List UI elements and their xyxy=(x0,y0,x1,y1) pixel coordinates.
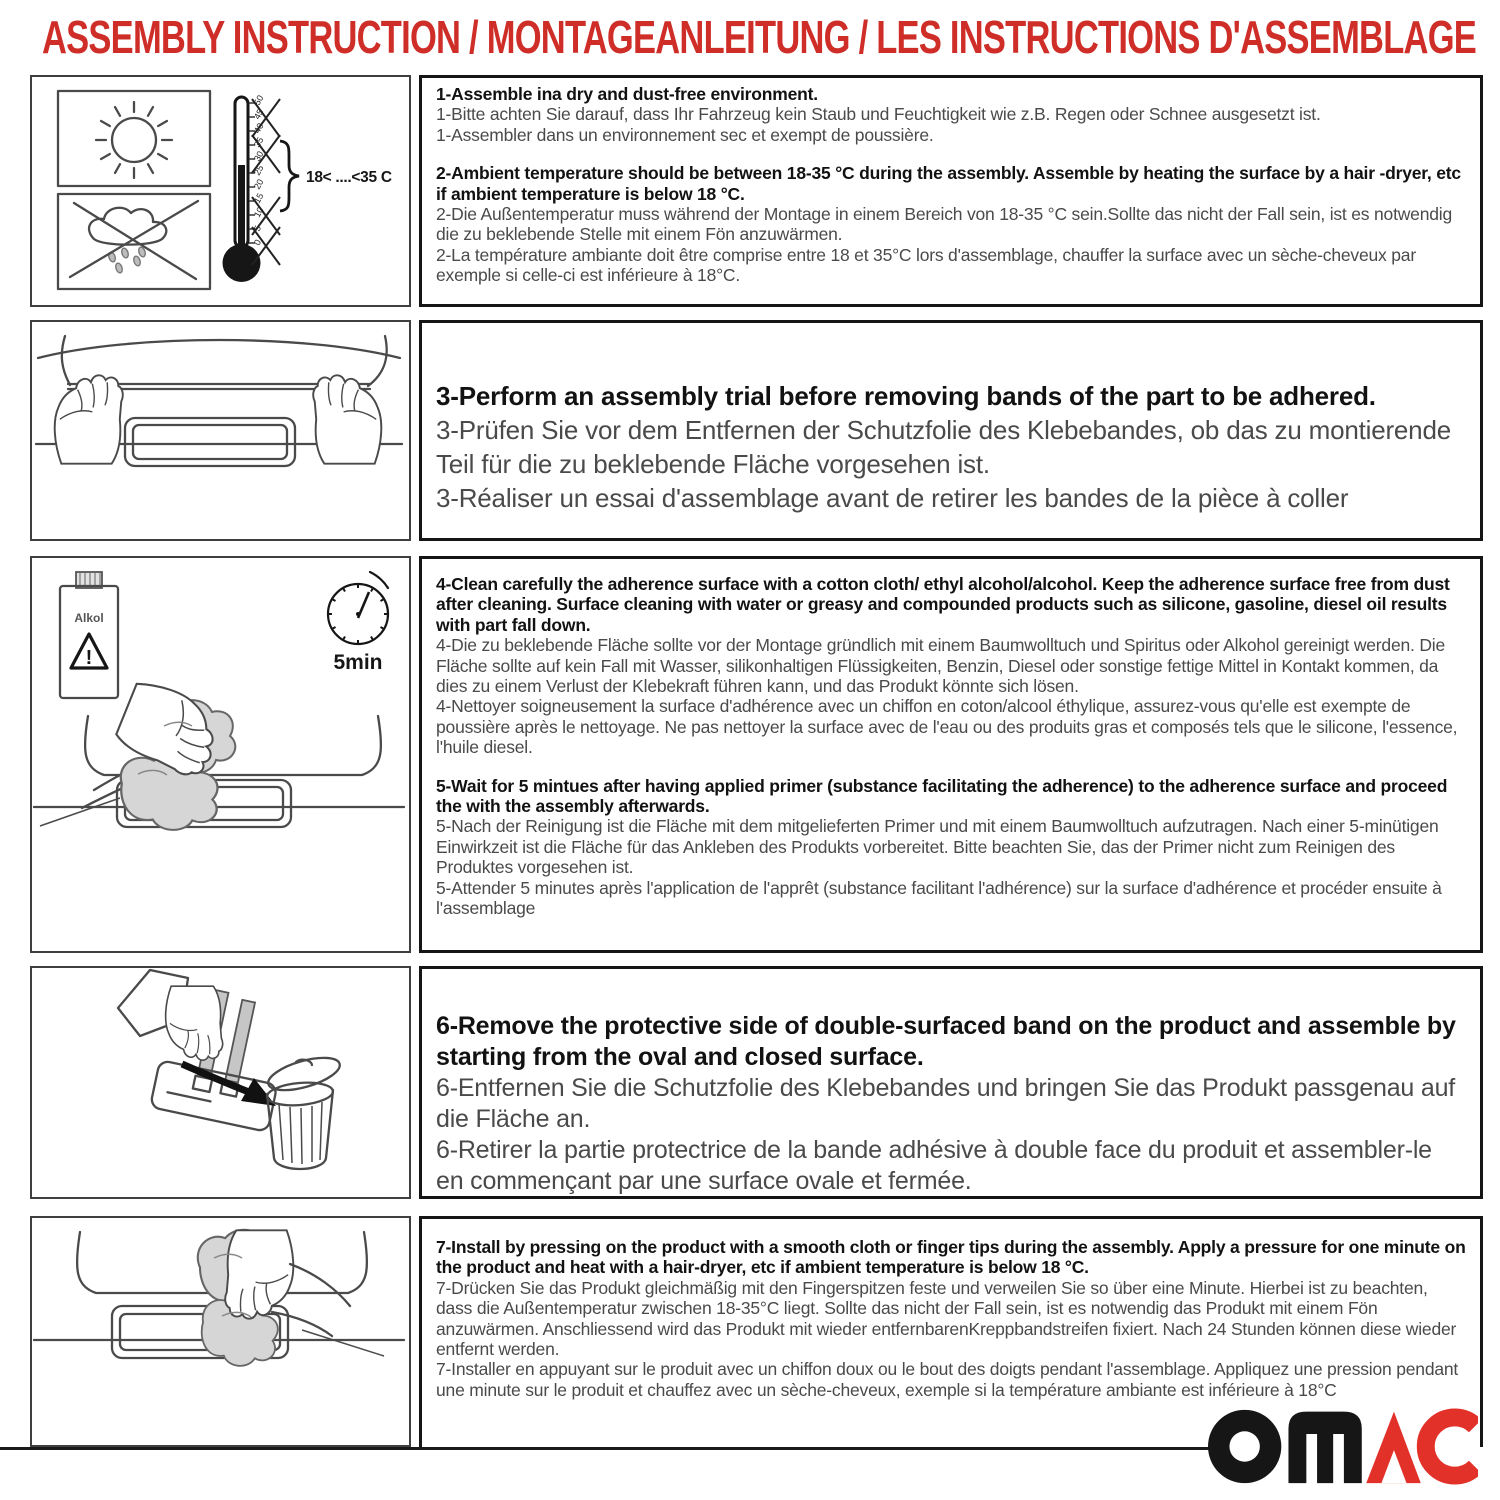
svg-text:5: 5 xyxy=(251,223,264,233)
range-brace xyxy=(280,141,299,211)
signature-line xyxy=(0,1447,1216,1450)
svg-text:50: 50 xyxy=(251,93,266,107)
thermometer-icon xyxy=(223,93,392,282)
instruction-text: 7-Drücken Sie das Produkt gleichmäßig mit den Fingerspitzen feste und verweilen Sie so über eine Minute. Hierbei ist zu beachten, dass die Außentemperatur zwischen 18-35°C liegt. Sollte das nicht der Fall sein, ist es notwendig das Produkt mit einem Fön anzuwärmen. Anschliessend wird das Produkt mit wieder entfernbarenKreppbandstreifen fixiert. Nach 24 Stunden können diese wieder entfernt werden. xyxy=(436,1277,1457,1360)
environment-illustration xyxy=(32,77,406,303)
svg-text:!: ! xyxy=(85,647,93,669)
svg-text:45: 45 xyxy=(251,107,266,121)
instruction-text: 6-Retirer la partie protectrice de la bande adhésive à double face du produit et assembler-le en commençant par une surface ovale et fermée. xyxy=(436,1136,1432,1195)
instruction-text: 2-Die Außentemperatur muss während der Montage in einem Bereich von 18-35 °C sein.Sollte das nicht der Fall sein, ist es notwendig die zu beklebende Stelle mit einem Fön anzuwärmen. xyxy=(436,204,1452,245)
instruction-text: 4-Nettoyer soigneusement la surface d'adhérence avec un chiffon en coton/alcool éthylique, assurez-vous qu'elle est exempte de poussière après le nettoyage. Ne pas nettoyer la surface avec de l'eau ou des produits gras et composés tels que le silicone, l'essence, l'huile diesel. xyxy=(436,696,1458,758)
svg-text:35: 35 xyxy=(251,135,266,149)
instruction-text: 3-Perform an assembly trial before removing bands of the part to be adhered. xyxy=(436,381,1376,411)
omac-logo-graphic xyxy=(1208,1400,1478,1493)
band-stretch-illustration xyxy=(32,322,406,537)
illustration-assembly-trial xyxy=(30,320,411,541)
instruction-text: 4-Die zu beklebende Fläche sollte vor der Montage gründlich mit einem Baumwolltuch und Spiritus oder Alkohol gereinigt werden. Die Fläche sollte auf kein Fall mit Wasser, silikonhaltigen Flüssigkeiten, Benzin, Diesel oder sonstige fettige Mittel in Kontakt kommen, da dies zu einem Verlust der Klebekraft führen kann, und das Produkt könnte sich lösen. xyxy=(436,635,1446,697)
instruction-text: 2-La température ambiante doit être comprise entre 18 et 35°C lors d'assemblage, chauffer la surface avec un sèche-cheveux par exemple si celle-ci est inférieure à 18°C. xyxy=(436,244,1416,286)
warning-triangle-icon xyxy=(71,634,107,669)
instruction-text: 1-Bitte achten Sie darauf, dass Ihr Fahrzeug kein Staub und Feuchtigkeit wie z.B. Regen oder Schnee ausgesetzt ist. xyxy=(436,104,1321,125)
instruction-text: 1-Assembler dans un environnement sec et exempt de poussière. xyxy=(436,124,934,145)
instruction-text: 5-Wait for 5 mintues after having applied primer (substance facilitating the adherence) to the adherence surface and proceed the with the assembly afterwards. xyxy=(436,775,1448,817)
illustration-press-install xyxy=(30,1216,411,1447)
page-title: ASSEMBLY INSTRUCTION / MONTAGEANLEITUNG / LES INSTRUCTIONS D'ASSEMBLAGE xyxy=(42,11,1477,63)
clock-duration-label: 5min xyxy=(333,651,383,674)
svg-text:20: 20 xyxy=(251,177,266,191)
svg-text:15: 15 xyxy=(251,191,266,205)
cleaning-illustration xyxy=(32,558,406,948)
press-hand-icon xyxy=(193,1230,384,1374)
peel-bands-illustration xyxy=(32,968,406,1195)
instructions-step-6 xyxy=(419,966,1483,1199)
instruction-text: 6-Remove the protective side of double-surfaced band on the product and assemble by starting from the oval and closed surface. xyxy=(436,1012,1456,1071)
instruction-text: 5-Nach der Reinigung ist die Fläche mit dem mitgelieferten Primer und mit einem Baumwolltuch aufzutragen. Nach einer 5-minütigen Einwirkzeit ist die Fläche für das Ankleben des Produkts vorbereitet. Bitte beachten Sie, das der Primer nicht zum Reinigen des Produktes vorgesehen ist. xyxy=(436,816,1439,878)
wipe-hand-icon xyxy=(40,677,235,837)
instruction-text: 6-Entfernen Sie die Schutzfolie des Klebebandes und bringen Sie das Produkt passgenau auf die Fläche an. xyxy=(436,1074,1456,1133)
clock-icon xyxy=(328,572,388,674)
svg-text:30: 30 xyxy=(251,149,266,163)
instruction-text: 3-Réaliser un essai d'assemblage avant de retirer les bandes de la pièce à coller xyxy=(436,483,1349,513)
instructions-step-4-5 xyxy=(419,556,1483,953)
peel-hand-icon xyxy=(118,970,223,1060)
instruction-text: 1-Assemble ina dry and dust-free environment. xyxy=(436,84,818,104)
illustration-remove-band xyxy=(30,966,411,1199)
svg-text:10: 10 xyxy=(251,205,266,219)
instructions-step-1-2 xyxy=(419,75,1483,307)
trash-can-icon xyxy=(265,1051,343,1169)
svg-text:40: 40 xyxy=(251,121,266,135)
pressing-illustration xyxy=(32,1218,406,1443)
sun-icon xyxy=(58,91,210,186)
svg-text:25: 25 xyxy=(251,163,266,177)
instruction-text: 7-Installer en appuyant sur le produit avec un chiffon doux ou le bout des doigts pendant l'assemblage. Appliquez une pression pendant une minute sur le produit et chauffez avec un sèche-cheveux, exemple si la température ambiante est inférieure à 18°C xyxy=(436,1359,1459,1400)
bottle-label: Alkol xyxy=(74,611,104,625)
left-hand-icon xyxy=(55,375,123,463)
illustration-environment-temperature xyxy=(30,75,411,307)
no-rain-icon xyxy=(58,194,210,289)
instruction-text: 5-Attender 5 minutes après l'application de l'apprêt (substance facilitant l'adhérence) sur la surface d'adhérence et procéder ensuite à l'assemblage xyxy=(436,877,1442,919)
right-hand-icon xyxy=(313,375,381,463)
temperature-range-label: 18< ....<35 C xyxy=(306,169,392,186)
instructions-step-3 xyxy=(419,320,1483,541)
svg-text:0: 0 xyxy=(251,237,264,247)
alcohol-bottle-icon xyxy=(60,572,118,698)
car-body-line xyxy=(38,340,400,358)
omac-logo xyxy=(1208,1400,1478,1493)
instruction-text: 3-Prüfen Sie vor dem Entfernen der Schutzfolie des Klebebandes, ob das zu montierende Teil für die zu beklebende Fläche vorgesehen ist. xyxy=(436,415,1451,479)
instruction-text: 2-Ambient temperature should be between 18-35 °C during the assembly. Assemble by heating the surface by a hair -dryer, etc if ambient temperature is below 18 °C. xyxy=(436,163,1461,204)
instruction-text: 7-Install by pressing on the product with a smooth cloth or finger tips during the assembly. Apply a pressure for one minute on the product and heat with a hair-dryer, etc if ambient temperature is below 18 °C. xyxy=(436,1237,1466,1278)
illustration-clean-surface xyxy=(30,556,411,953)
adhesive-strip xyxy=(225,1000,255,1083)
instruction-text: 4-Clean carefully the adherence surface with a cotton cloth/ ethyl alcohol/alcohol. Keep the adherence surface free from dust after cleaning. Surface cleaning with water or greasy and compounded products such as silicone, gasoline, diesel oil results with part fall down. xyxy=(436,574,1450,635)
